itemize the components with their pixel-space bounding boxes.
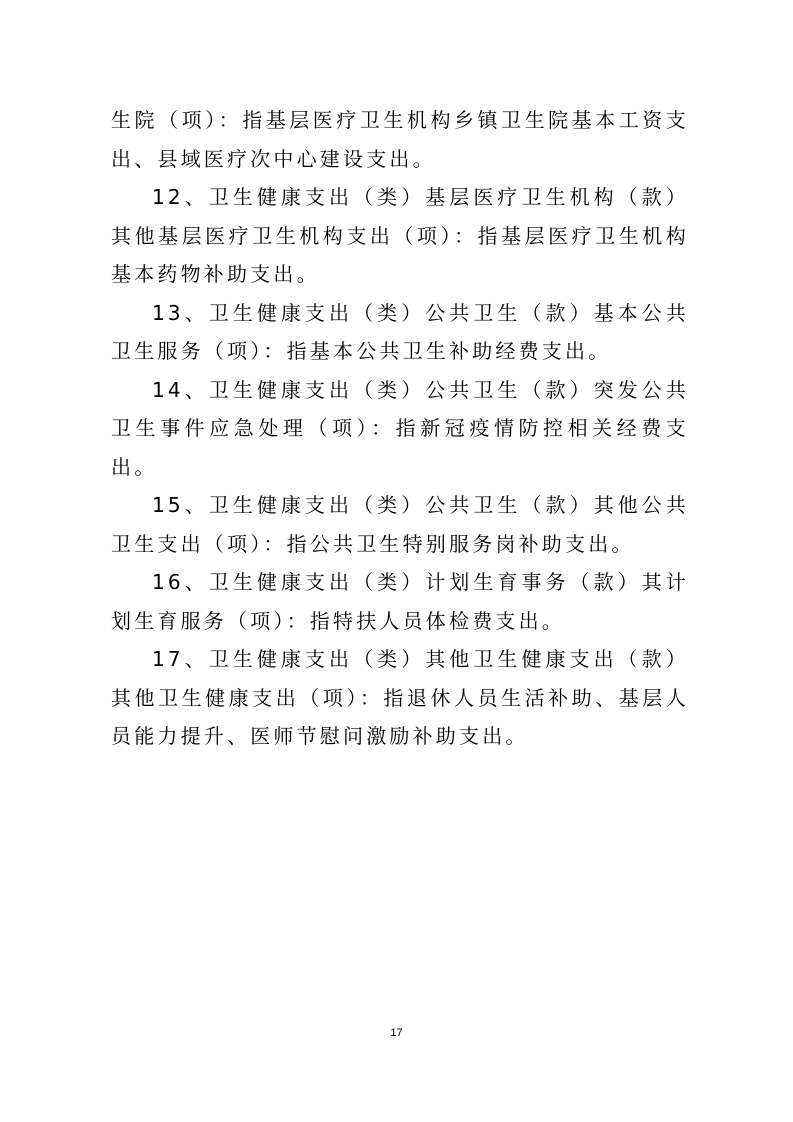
paragraph-item-12: 12、卫生健康支出（类）基层医疗卫生机构（款）其他基层医疗卫生机构支出（项）：指基层医疗卫生机构基本药物补助支出。 [111, 185, 689, 286]
document-body [111, 101, 689, 756]
paragraph-item-16: 16、卫生健康支出（类）计划生育事务（款）其计划生育服务（项）：指特扶人员体检费支出。 [111, 570, 689, 633]
page-number: 17 [390, 1027, 403, 1039]
paragraph-continuation: 生院（项）：指基层医疗卫生机构乡镇卫生院基本工资支出、县域医疗次中心建设支出。 [111, 108, 689, 171]
paragraph-item-15: 15、卫生健康支出（类）公共卫生（款）其他公共卫生支出（项）：指公共卫生特别服务岗补助支出。 [111, 493, 689, 556]
paragraph-item-14: 14、卫生健康支出（类）公共卫生（款）突发公共卫生事件应急处理（项）：指新冠疫情防控相关经费支出。 [111, 377, 689, 479]
paragraph-item-17: 17、卫生健康支出（类）其他卫生健康支出（款）其他卫生健康支出（项）：指退休人员生活补助、基层人员能力提升、医师节慰问激励补助支出。 [111, 647, 689, 748]
paragraph-item-13: 13、卫生健康支出（类）公共卫生（款）基本公共卫生服务（项）：指基本公共卫生补助经费支出。 [111, 300, 689, 363]
